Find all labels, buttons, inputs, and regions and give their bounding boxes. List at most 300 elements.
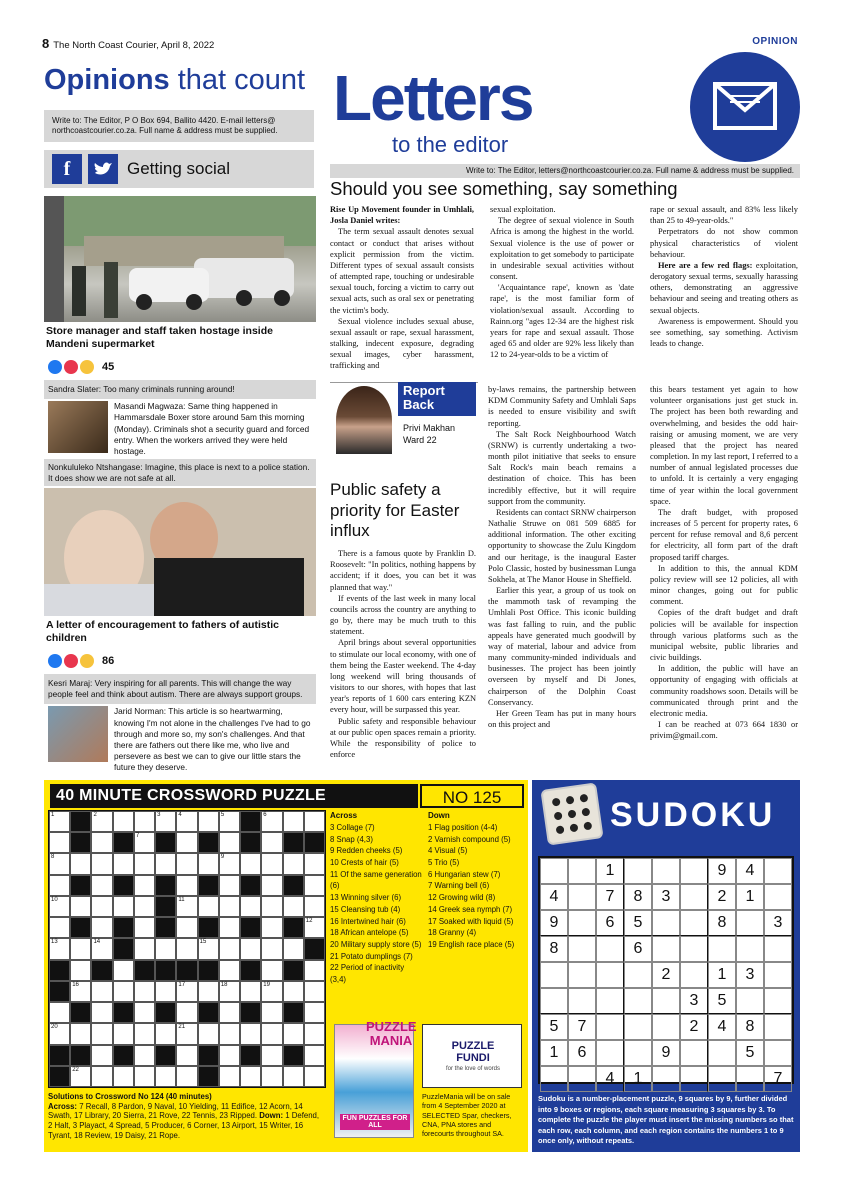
like-icon: [48, 654, 62, 668]
crossword-cell[interactable]: [198, 896, 219, 917]
clue: 17 Soaked with liquid (5): [428, 916, 514, 926]
sudoku-cell[interactable]: [568, 884, 596, 910]
crossword-cell[interactable]: [91, 1066, 112, 1087]
crossword-cell[interactable]: [304, 853, 325, 874]
cell-number: 15: [199, 939, 207, 946]
crossword-cell[interactable]: [304, 960, 325, 981]
crossword-cell: [155, 960, 176, 981]
envelope-icon: [690, 52, 800, 162]
sudoku-cell[interactable]: [764, 962, 792, 988]
sudoku-cell[interactable]: [624, 962, 652, 988]
crossword-cell[interactable]: [304, 1002, 325, 1023]
crossword-cell: [198, 832, 219, 853]
crossword-cell[interactable]: [70, 960, 91, 981]
crossword-cell[interactable]: [261, 853, 282, 874]
comment: Jarid Norman: This article is so heartwarming, knowing I'm not alone in the challenges I've had to go through and more so, my son's challenges. And that there are fathers out there like me, who live and persevere as best we can to give our little stars the future they deserve.: [44, 704, 316, 775]
crossword-cell[interactable]: [91, 896, 112, 917]
crossword-cell[interactable]: [198, 1023, 219, 1044]
crossword-cell: [283, 832, 304, 853]
comment: Kesri Maraj: Very inspiring for all parents. This will change the way people feel and think about autism. There are always support groups.: [48, 678, 303, 700]
crossword-cell[interactable]: [198, 811, 219, 832]
sudoku-cell[interactable]: [624, 1040, 652, 1066]
clue: 6 Hungarian stew (7): [428, 869, 501, 879]
crossword-solutions: Solutions to Crossword No 124 (40 minutes) Across: 7 Recall, 8 Pardon, 9 Naval, 10 Yielding, 11 Edifice, 12 Acorn, 14 Swath, 17 Library, 20 Sierra, 21 Rove, 22 Tennis, 23 Ripped. Down: 1 Defend, 2 Halt, 3 Playact, 4 Spread, 5 Producer, 6 Corner, 13 Airport, 15 Writer, 16 Tyrant, 18 Review, 19 Daisy, 21 Rope.: [48, 1092, 320, 1140]
crossword-cell[interactable]: [49, 896, 70, 917]
sudoku-cell[interactable]: [624, 858, 652, 884]
like-icon: [48, 360, 62, 374]
sudoku-cell: 2: [652, 962, 680, 988]
sudoku-cell[interactable]: [568, 962, 596, 988]
father-son-photo: [44, 488, 316, 616]
sudoku-cell[interactable]: [652, 1066, 680, 1092]
clue: 3 Collage (7): [330, 823, 375, 832]
reaction-count: 86: [102, 655, 115, 667]
crossword-cell: [113, 938, 134, 959]
crossword-cell[interactable]: [261, 1066, 282, 1087]
sudoku-cell[interactable]: [680, 1066, 708, 1092]
crossword-cell[interactable]: [49, 1002, 70, 1023]
crossword-cell[interactable]: [134, 938, 155, 959]
sudoku-cell[interactable]: [764, 858, 792, 884]
cell-number: 12: [305, 918, 313, 925]
crossword-cell[interactable]: [155, 938, 176, 959]
sudoku-cell: 6: [568, 1040, 596, 1066]
crossword-cell[interactable]: [176, 917, 197, 938]
clue: 11 Of the same generation (6): [330, 869, 422, 891]
crossword-cell: [49, 981, 70, 1002]
sudoku-cell[interactable]: [596, 1014, 624, 1040]
section-label: OPINION: [752, 36, 798, 47]
crossword-cell[interactable]: [240, 938, 261, 959]
sudoku-cell: 6: [596, 910, 624, 936]
sudoku-cell: 4: [540, 884, 568, 910]
post1-caption: Store manager and staff taken hostage inside Mandeni supermarket: [46, 325, 273, 350]
page-header: [42, 36, 214, 51]
crossword-cell: [113, 832, 134, 853]
cell-number: 19: [263, 981, 270, 988]
crossword-cell[interactable]: [240, 1066, 261, 1087]
crossword-cell: [91, 960, 112, 981]
crossword-cell[interactable]: [304, 875, 325, 896]
crossword-cell[interactable]: [91, 875, 112, 896]
crossword-cell[interactable]: [134, 896, 155, 917]
crossword-cell[interactable]: [304, 1045, 325, 1066]
sudoku-cell[interactable]: [680, 910, 708, 936]
crossword-cell[interactable]: [219, 1023, 240, 1044]
crossword-cell[interactable]: [240, 896, 261, 917]
cell-number: 8: [51, 854, 55, 861]
sudoku-cell[interactable]: [652, 936, 680, 962]
getting-social-label: Getting social: [127, 159, 230, 178]
sudoku-title: SUDOKU: [610, 796, 776, 834]
letters-title: Letters: [333, 62, 533, 134]
clue: 5 Trio (5): [428, 858, 460, 868]
crossword-cell: [70, 832, 91, 853]
crossword-cell[interactable]: [113, 896, 134, 917]
cell-number: 22: [72, 1066, 79, 1073]
crossword-cell: [283, 917, 304, 938]
crossword-cell[interactable]: [176, 1002, 197, 1023]
crossword-cell[interactable]: [261, 1045, 282, 1066]
crossword-cell[interactable]: [198, 853, 219, 874]
sudoku-cell[interactable]: [680, 962, 708, 988]
councillor-photo: [336, 386, 392, 454]
crossword-cell[interactable]: [219, 1045, 240, 1066]
sudoku-cell[interactable]: [624, 988, 652, 1014]
clue: 19 English race place (5): [428, 939, 515, 949]
avatar: [48, 401, 108, 453]
sudoku-cell[interactable]: [540, 988, 568, 1014]
sudoku-cell[interactable]: [540, 962, 568, 988]
crossword-cell[interactable]: [113, 853, 134, 874]
crossword-cell[interactable]: [240, 981, 261, 1002]
crossword-cell: [155, 1002, 176, 1023]
crossword-cell[interactable]: [219, 896, 240, 917]
crossword-cell[interactable]: [113, 1023, 134, 1044]
crossword-cell[interactable]: [134, 832, 155, 853]
crossword-cell[interactable]: [91, 811, 112, 832]
crossword-cell[interactable]: [134, 917, 155, 938]
sudoku-cell[interactable]: [764, 884, 792, 910]
crossword-cell[interactable]: [91, 1023, 112, 1044]
sudoku-cell: 5: [708, 988, 736, 1014]
crossword-cell[interactable]: [304, 981, 325, 1002]
crossword-cell[interactable]: [134, 811, 155, 832]
sudoku-cell[interactable]: [680, 936, 708, 962]
sudoku-cell[interactable]: [568, 1066, 596, 1092]
cell-number: 1: [51, 812, 55, 818]
sudoku-cell: 7: [596, 884, 624, 910]
sudoku-cell: 9: [652, 1040, 680, 1066]
cell-number: 7: [135, 833, 140, 840]
crossword-cell[interactable]: [113, 981, 134, 1002]
crossword-cell[interactable]: [198, 981, 219, 1002]
crossword-cell: [155, 896, 176, 917]
clue: 15 Cleansing tub (4): [330, 904, 401, 914]
crossword-cell[interactable]: [91, 1045, 112, 1066]
clue: 7 Warning bell (6): [428, 881, 490, 891]
crossword-cell[interactable]: [219, 811, 240, 832]
crossword-cell[interactable]: [49, 938, 70, 959]
crossword-cell[interactable]: [261, 811, 282, 832]
crossword-cell[interactable]: [283, 1023, 304, 1044]
cell-number: 10: [51, 896, 58, 903]
clue: 21 Potato dumplings (7): [330, 951, 413, 961]
clue: 18 African antelope (5): [330, 928, 409, 938]
cell-number: 3: [157, 812, 161, 818]
crossword-cell[interactable]: [49, 1023, 70, 1044]
reaction-count: 45: [102, 361, 115, 373]
crossword-cell[interactable]: [155, 1066, 176, 1087]
sudoku-cell[interactable]: [680, 858, 708, 884]
cell-number: 18: [220, 981, 228, 988]
crossword-cell: [240, 1002, 261, 1023]
crossword-cell[interactable]: [91, 917, 112, 938]
crossword-cell[interactable]: [176, 832, 197, 853]
comment: Masandi Magwaza: Same thing happened in Hammarsdale Boxer store around 5am this morning (Monday). Criminals shot a security guard and forced entry. When the workers arrived they were held hostage.: [44, 399, 316, 459]
sudoku-grid[interactable]: [538, 856, 794, 1087]
cell-number: 13: [51, 939, 58, 946]
opinions-title: Opinions that count: [44, 64, 306, 96]
crossword-cell[interactable]: [261, 896, 282, 917]
publication-line: The North Coast Courier, April 8, 2022: [53, 40, 215, 51]
crossword-cell: [240, 832, 261, 853]
clue: 20 Military supply store (5): [330, 939, 422, 949]
crossword-cell[interactable]: [134, 1002, 155, 1023]
sudoku-cell[interactable]: [568, 988, 596, 1014]
sudoku-cell[interactable]: [596, 936, 624, 962]
sudoku-cell: 7: [568, 1014, 596, 1040]
crossword-cell: [70, 811, 91, 832]
crossword-cell: [176, 1023, 197, 1044]
clue: 2 Varnish compound (5): [428, 834, 511, 844]
sudoku-cell[interactable]: [568, 936, 596, 962]
crossword-cell[interactable]: [134, 1045, 155, 1066]
crossword-cell: [113, 875, 134, 896]
crossword-cell: [198, 1002, 219, 1023]
crossword-cell[interactable]: [261, 1002, 282, 1023]
crossword-cell: [70, 917, 91, 938]
crossword-cell[interactable]: [134, 981, 155, 1002]
crossword-cell: [113, 917, 134, 938]
crossword-cell[interactable]: [176, 1066, 197, 1087]
crossword-cell[interactable]: [283, 896, 304, 917]
crossword-cell[interactable]: [261, 832, 282, 853]
sudoku-cell: 4: [596, 1066, 624, 1092]
crossword-cell[interactable]: [70, 981, 91, 1002]
clue: 14 Greek sea nymph (7): [428, 904, 513, 914]
crossword-cell[interactable]: [49, 853, 70, 874]
sudoku-cell[interactable]: [540, 1066, 568, 1092]
sudoku-cell: 8: [624, 884, 652, 910]
crossword-cell: [155, 917, 176, 938]
crossword-cell[interactable]: [134, 1023, 155, 1044]
page-number: 8: [42, 36, 50, 51]
sudoku-cell[interactable]: [596, 962, 624, 988]
puzzle-fundi-title: PUZZLE FUNDI: [451, 1040, 495, 1065]
crossword-cell[interactable]: [176, 853, 197, 874]
sudoku-cell[interactable]: [764, 1014, 792, 1040]
post1-reactions: [48, 360, 114, 374]
sudoku-cell[interactable]: [736, 936, 764, 962]
sudoku-cell[interactable]: [624, 1014, 652, 1040]
sudoku-cell[interactable]: [596, 988, 624, 1014]
crossword-cell[interactable]: [70, 1066, 91, 1087]
crossword-cell[interactable]: [91, 832, 112, 853]
report-back-headline: Public safety a priority for Easter influx: [330, 480, 460, 541]
sudoku-cell[interactable]: [736, 910, 764, 936]
crossword-cell: [198, 875, 219, 896]
crossword-cell[interactable]: [113, 1066, 134, 1087]
crossword-number: NO 125: [420, 784, 524, 808]
crossword-cell[interactable]: [304, 896, 325, 917]
sudoku-cell[interactable]: [652, 858, 680, 884]
crossword-cell[interactable]: [219, 981, 240, 1002]
crossword-cell[interactable]: [155, 853, 176, 874]
crossword-cell[interactable]: [176, 938, 197, 959]
crossword-cell[interactable]: [261, 960, 282, 981]
cell-number: 20: [51, 1024, 58, 1031]
crossword-cell[interactable]: [176, 811, 197, 832]
crossword-cell[interactable]: [70, 938, 91, 959]
sudoku-cell[interactable]: [680, 1040, 708, 1066]
sudoku-cell[interactable]: [652, 988, 680, 1014]
crossword-cell[interactable]: [113, 960, 134, 981]
crossword-cell: [176, 960, 197, 981]
crossword-cell: [70, 1045, 91, 1066]
crossword-cell[interactable]: [261, 875, 282, 896]
crossword-cell[interactable]: [49, 811, 70, 832]
crossword-cell: [283, 1045, 304, 1066]
letter-column-2: sexual exploitation. The degree of sexual violence in South Africa is among the highest in the world. Sexual violence is the use of power or exploitation to get somebody to participate in undesirable sexual activities without consent. 'Acquaintance rape', known as 'date rape', is the most familiar form of violation/sexual assault. According to Rainn.org "ages 12-34 are the highest risk years for rape and sexual assault. Those aged 65 and older are 92% less likely than 12 to 24-year-olds to be a victim of: [490, 205, 634, 360]
crossword-cell: [155, 875, 176, 896]
sudoku-cell[interactable]: [652, 1014, 680, 1040]
sudoku-cell: 3: [680, 988, 708, 1014]
dice-icon: [540, 782, 603, 845]
crossword-title: 40 MINUTE CROSSWORD PUZZLE: [50, 784, 418, 808]
crossword-grid[interactable]: [48, 810, 326, 1088]
crossword-cell[interactable]: [261, 938, 282, 959]
sudoku-cell[interactable]: [568, 910, 596, 936]
crossword-cell[interactable]: [261, 917, 282, 938]
clue: 8 Snap (4,3): [330, 834, 373, 844]
love-icon: [64, 654, 78, 668]
sudoku-cell: 1: [596, 858, 624, 884]
crossword-cell[interactable]: [304, 917, 325, 938]
crossword-cell: [198, 917, 219, 938]
crossword-cell[interactable]: [219, 832, 240, 853]
sudoku-cell: 1: [624, 1066, 652, 1092]
crossword-cell[interactable]: [134, 875, 155, 896]
crossword-cell: [198, 1066, 219, 1087]
sudoku-cell[interactable]: [736, 988, 764, 1014]
crossword-cell[interactable]: [261, 981, 282, 1002]
comment: Sandra Slater: Too many criminals running around!: [48, 384, 235, 394]
crossword-cell: [283, 875, 304, 896]
post2-comments: [44, 674, 316, 774]
crossword-cell[interactable]: [283, 981, 304, 1002]
crossword-cell[interactable]: [304, 1066, 325, 1087]
crossword-cell[interactable]: [283, 1066, 304, 1087]
sudoku-cell: 4: [708, 1014, 736, 1040]
crossword-cell[interactable]: [304, 1023, 325, 1044]
cell-number: 17: [178, 981, 186, 988]
crossword-cell[interactable]: [283, 938, 304, 959]
sudoku-cell[interactable]: [708, 1066, 736, 1092]
sudoku-cell: 6: [624, 936, 652, 962]
sudoku-cell: 9: [540, 910, 568, 936]
sudoku-cell: 7: [764, 1066, 792, 1092]
crossword-cell: [240, 1045, 261, 1066]
crossword-cell[interactable]: [283, 853, 304, 874]
cell-number: 4: [178, 812, 182, 818]
comment: Nonkululeko Ntshangase: Imagine, this place is next to a police station. It does show we are not safe at all.: [48, 462, 310, 484]
crossword-cell[interactable]: [49, 917, 70, 938]
crossword-cell[interactable]: [49, 832, 70, 853]
crossword-cell[interactable]: [240, 853, 261, 874]
clue: 1 Flag position (4-4): [428, 823, 498, 832]
crossword-cell: [304, 832, 325, 853]
sudoku-cell[interactable]: [680, 884, 708, 910]
sudoku-cell[interactable]: [708, 936, 736, 962]
crossword-cell[interactable]: [70, 1023, 91, 1044]
crossword-cell[interactable]: [91, 981, 112, 1002]
crossword-cell[interactable]: [219, 1002, 240, 1023]
crossword-cell: [155, 1045, 176, 1066]
crossword-cell: [134, 960, 155, 981]
crossword-cell[interactable]: [91, 1002, 112, 1023]
crossword-cell[interactable]: [198, 938, 219, 959]
crossword-cell[interactable]: [283, 811, 304, 832]
crossword-cell: [198, 960, 219, 981]
crossword-cell[interactable]: [155, 981, 176, 1002]
sudoku-cell: 5: [736, 1040, 764, 1066]
crossword-cell[interactable]: [176, 1045, 197, 1066]
sudoku-cell[interactable]: [568, 858, 596, 884]
crossword-cell[interactable]: [70, 896, 91, 917]
across-clues: Across 3 Collage (7) 8 Snap (4,3) 9 Redden cheeks (5) 10 Crests of hair (5) 11 Of the same generation (6) 13 Winning silver (6) 15 Cleansing tub (4) 16 Intertwined hair (6) 18 African antelope (5) 20 Military supply store (5) 21 Potato dumplings (7) 22 Period of inactivity (3,4): [330, 811, 422, 984]
crossword-cell[interactable]: [240, 1023, 261, 1044]
crossword-cell: [283, 960, 304, 981]
crossword-cell[interactable]: [155, 1023, 176, 1044]
crossword-cell[interactable]: [176, 981, 197, 1002]
sudoku-cell[interactable]: [652, 910, 680, 936]
crossword-cell[interactable]: [304, 811, 325, 832]
sudoku-cell[interactable]: [764, 1040, 792, 1066]
sudoku-cell[interactable]: [596, 1040, 624, 1066]
sudoku-cell: 3: [652, 884, 680, 910]
crossword-cell[interactable]: [219, 917, 240, 938]
crossword-cell: [49, 1045, 70, 1066]
hostage-photo: [44, 196, 316, 322]
twitter-icon: [88, 154, 118, 184]
crossword-cell[interactable]: [91, 938, 112, 959]
crossword-cell[interactable]: [219, 1066, 240, 1087]
sudoku-cell: 3: [736, 962, 764, 988]
crossword-cell[interactable]: [70, 853, 91, 874]
opinions-write-to: Write to: The Editor, P O Box 694, Ballito 4420. E-mail letters@ northcoastcourier.co.za. Full name & address must be supplied.: [44, 110, 314, 142]
crossword-cell[interactable]: [176, 875, 197, 896]
sudoku-cell: 1: [540, 1040, 568, 1066]
clue: 10 Crests of hair (5): [330, 858, 399, 868]
crossword-cell[interactable]: [91, 853, 112, 874]
crossword-cell[interactable]: [219, 960, 240, 981]
crossword-cell: [198, 1045, 219, 1066]
sudoku-cell[interactable]: [764, 988, 792, 1014]
crossword-cell[interactable]: [219, 938, 240, 959]
crossword-cell[interactable]: [49, 875, 70, 896]
crossword-cell[interactable]: [113, 811, 134, 832]
letters-subtitle: to the editor: [392, 132, 509, 157]
sudoku-cell[interactable]: [736, 1066, 764, 1092]
crossword-cell[interactable]: [134, 1066, 155, 1087]
crossword-cell: [240, 811, 261, 832]
crossword-cell[interactable]: [219, 875, 240, 896]
sudoku-cell[interactable]: [764, 936, 792, 962]
sudoku-cell[interactable]: [708, 1040, 736, 1066]
facebook-icon: f: [52, 154, 82, 184]
crossword-cell[interactable]: [134, 853, 155, 874]
crossword-cell[interactable]: [261, 1023, 282, 1044]
post1-comments: [44, 380, 316, 486]
sudoku-cell: 4: [736, 858, 764, 884]
councillor-name: Privi Makhan Ward 22: [403, 423, 456, 446]
report-column-3: this bears testament yet again to how volunteer organisations just get stuck in. The project has been both rewarding and overwhelming, and besides the odd hair-raising or amusing moment, we are very pleased that the project has neared completion. In my last report, I referred to a number of annual legislated processes due to unfold. It is certainly a very engaging time of year within the local government space. The draft budget, with proposed increases of 5 percent for property rates, 6 percent for refuse removal and 8,6 percent for electricity, all form part of the draft proposed tariff charges. In addition to this, the annual KDM policy review will see 12 policies, all with minor changes, going out for public comment. Copies of the draft budget and draft policies will be available for inspection through various platforms such as the municipal website, public libraries and civic buildings. In addition, the public will have an opportunity of engaging with officials at community roadshows soon. Details will be communicated through print and the electronic media. I can be reached at 073 664 1830 or privim@gmail.com.: [650, 385, 798, 741]
sudoku-cell[interactable]: [540, 858, 568, 884]
clue: 9 Redden cheeks (5): [330, 846, 403, 856]
crossword-cell: [219, 853, 240, 874]
down-clues: Down 1 Flag position (4-4) 2 Varnish compound (5) 4 Visual (5) 5 Trio (5) 6 Hungarian stew (7) 7 Warning bell (6) 12 Growing wild (8) 14 Greek sea nymph (7) 17 Soaked with liquid (5) 18 Granny (4) 19 English race place (5): [428, 810, 524, 951]
